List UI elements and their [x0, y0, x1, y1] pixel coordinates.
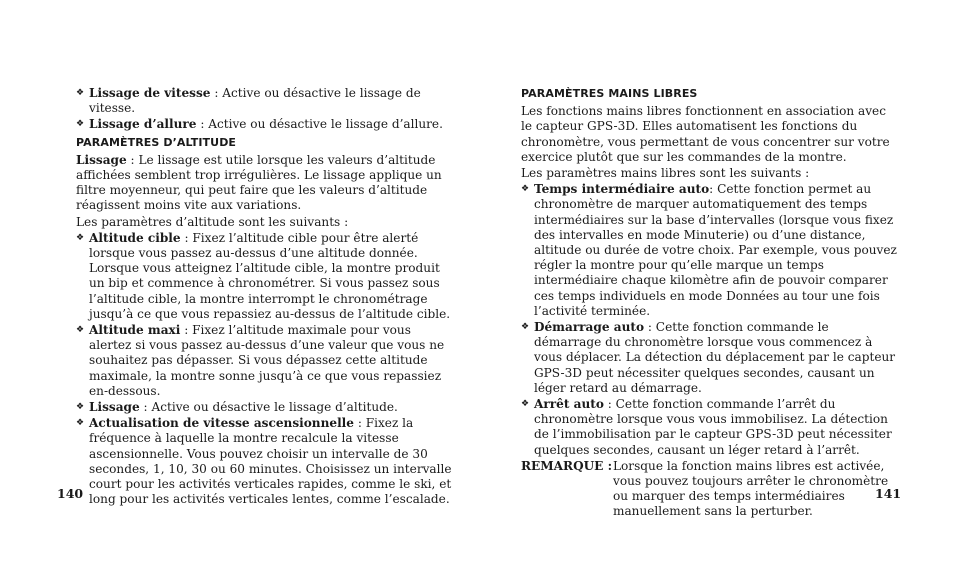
diamond-bullet-icon: ❖	[521, 322, 530, 333]
bullet-text: : Active ou désactive le lissage de vitesse.	[89, 86, 421, 116]
bullet-term: Lissage	[89, 400, 140, 415]
remark-text: Lorsque la fonction mains libres est activée, vous pouvez toujours arrêter le chronomètre ou marquer des temps intermédiaires manuellement sans la perturber.	[613, 458, 889, 519]
bullet-item	[76, 400, 454, 415]
bullet-term: Altitude maxi	[89, 323, 181, 338]
bullet-term: Lissage de vitesse	[89, 86, 211, 100]
bullet-text: : Fixez l’altitude cible pour être alerté lorsque vous passez au-dessus d’une altitude donnée. Lorsque vous atteignez l’altitude cible, la montre produit un bip et commence à chronométrer. Si vous passez sous l’altitude cible, la montre interrompt le chronométrage jusqu’à ce que vous repassiez au-dessus de l’altitude cible.	[89, 230, 451, 321]
page-number-right: 141	[875, 486, 902, 501]
diamond-bullet-icon: ❖	[521, 399, 530, 410]
bullet-text: : Cette fonction commande l’arrêt du chronomètre lorsque vous vous immobilisez. La détection de l’immobilisation par le capteur GPS-3D peut nécessiter quelques secondes, causant un léger retard à l’arrêt.	[534, 397, 892, 457]
diamond-bullet-icon: ❖	[76, 88, 85, 98]
bullet-text: : Fixez l’altitude maximale pour vous alertez si vous passez au-dessus d’une valeur que vous ne souhaitez pas dépasser. Si vous dépassez cette altitude maximale, la montre sonne jusqu’à ce que vous repassiez en-dessous.	[89, 323, 445, 398]
bullet-term: Arrêt auto	[534, 397, 604, 412]
bullet-text: : Cette fonction commande le démarrage du chronomètre lorsque vous commencez à vous déplacer. La détection du déplacement par le capteur GPS-3D peut nécessiter quelques secondes, causant un léger retard au démarrage.	[534, 320, 896, 395]
section-heading-hands-free: PARAMÈTRES MAINS LIBRES	[521, 87, 698, 100]
left-page-column	[76, 86, 454, 508]
diamond-bullet-icon: ❖	[76, 418, 85, 429]
bullet-item	[76, 117, 454, 132]
bullet-term: Altitude cible	[89, 230, 181, 245]
bullet-item	[521, 320, 899, 396]
page-number-left: 140	[57, 486, 84, 501]
bullet-text: : Fixez la fréquence à laquelle la montre recalcule la vitesse ascensionnelle. Vous pouvez choisir un intervalle de 30 secondes, 1, 10, 30 ou 60 minutes. Choisissez un intervalle court pour les activités verticales rapides, comme le ski, et long pour les activités verticales lentes, comme l’escalade.	[89, 416, 452, 507]
right-page-column	[521, 86, 902, 520]
lissage-term: Lissage	[76, 152, 127, 167]
bullet-item	[521, 397, 899, 458]
bullet-item	[521, 182, 899, 319]
bullet-text: : Active ou désactive le lissage d’altitude.	[139, 400, 398, 415]
diamond-bullet-icon: ❖	[76, 119, 85, 130]
bullet-term: Démarrage auto	[534, 320, 645, 335]
diamond-bullet-icon: ❖	[76, 232, 85, 243]
lissage-text: : Le lissage est utile lorsque les valeurs d’altitude affichées semblent trop irrégulières. Le lissage applique un filtre moyenneur, qui peut faire que les valeurs d’altitude réagissent moins vite aux variations.	[76, 152, 442, 213]
lissage-paragraph	[76, 153, 454, 214]
bullet-text: : Active ou désactive le lissage d’allure.	[196, 117, 443, 132]
bullet-item	[76, 416, 454, 507]
bullet-term: Lissage d’allure	[89, 117, 197, 132]
diamond-bullet-icon: ❖	[76, 402, 85, 413]
diamond-bullet-icon: ❖	[521, 184, 530, 195]
bullet-term: Temps intermédiaire auto	[534, 182, 710, 197]
altitude-intro: Les paramètres d’altitude sont les suivants :	[76, 214, 349, 229]
remark-label: REMARQUE :	[521, 458, 613, 473]
remark-note	[521, 458, 902, 520]
bullet-term: Actualisation de vitesse ascensionnelle	[89, 416, 354, 431]
diamond-bullet-icon: ❖	[76, 325, 85, 336]
hands-free-intro: Les fonctions mains libres fonctionnent en association avec le capteur GPS-3D. Elles automatisent les fonctions du chronomètre, vous permettant de vous concentrer sur votre exercice plutôt que sur les commandes de la montre.	[521, 104, 890, 164]
section-heading-altitude: PARAMÈTRES D’ALTITUDE	[76, 135, 237, 149]
bullet-item	[76, 86, 454, 116]
bullet-item	[76, 323, 454, 399]
bullet-text: : Cette fonction permet au chronomètre de marquer automatiquement des temps intermédiaires sur la base d’intervalles (lorsque vous fixez des intervalles en mode Minuterie) ou d’une distance, altitude ou durée de votre choix. Par exemple, vous pouvez régler la montre pour qu’elle marque un temps intermédiaire chaque kilomètre afin de pouvoir comparer ces temps individuels en mode Données au tour une fois l’activité terminée.	[534, 182, 897, 318]
bullet-item	[76, 231, 454, 322]
hands-free-intro-2: Les paramètres mains libres sont les suivants :	[521, 166, 810, 181]
